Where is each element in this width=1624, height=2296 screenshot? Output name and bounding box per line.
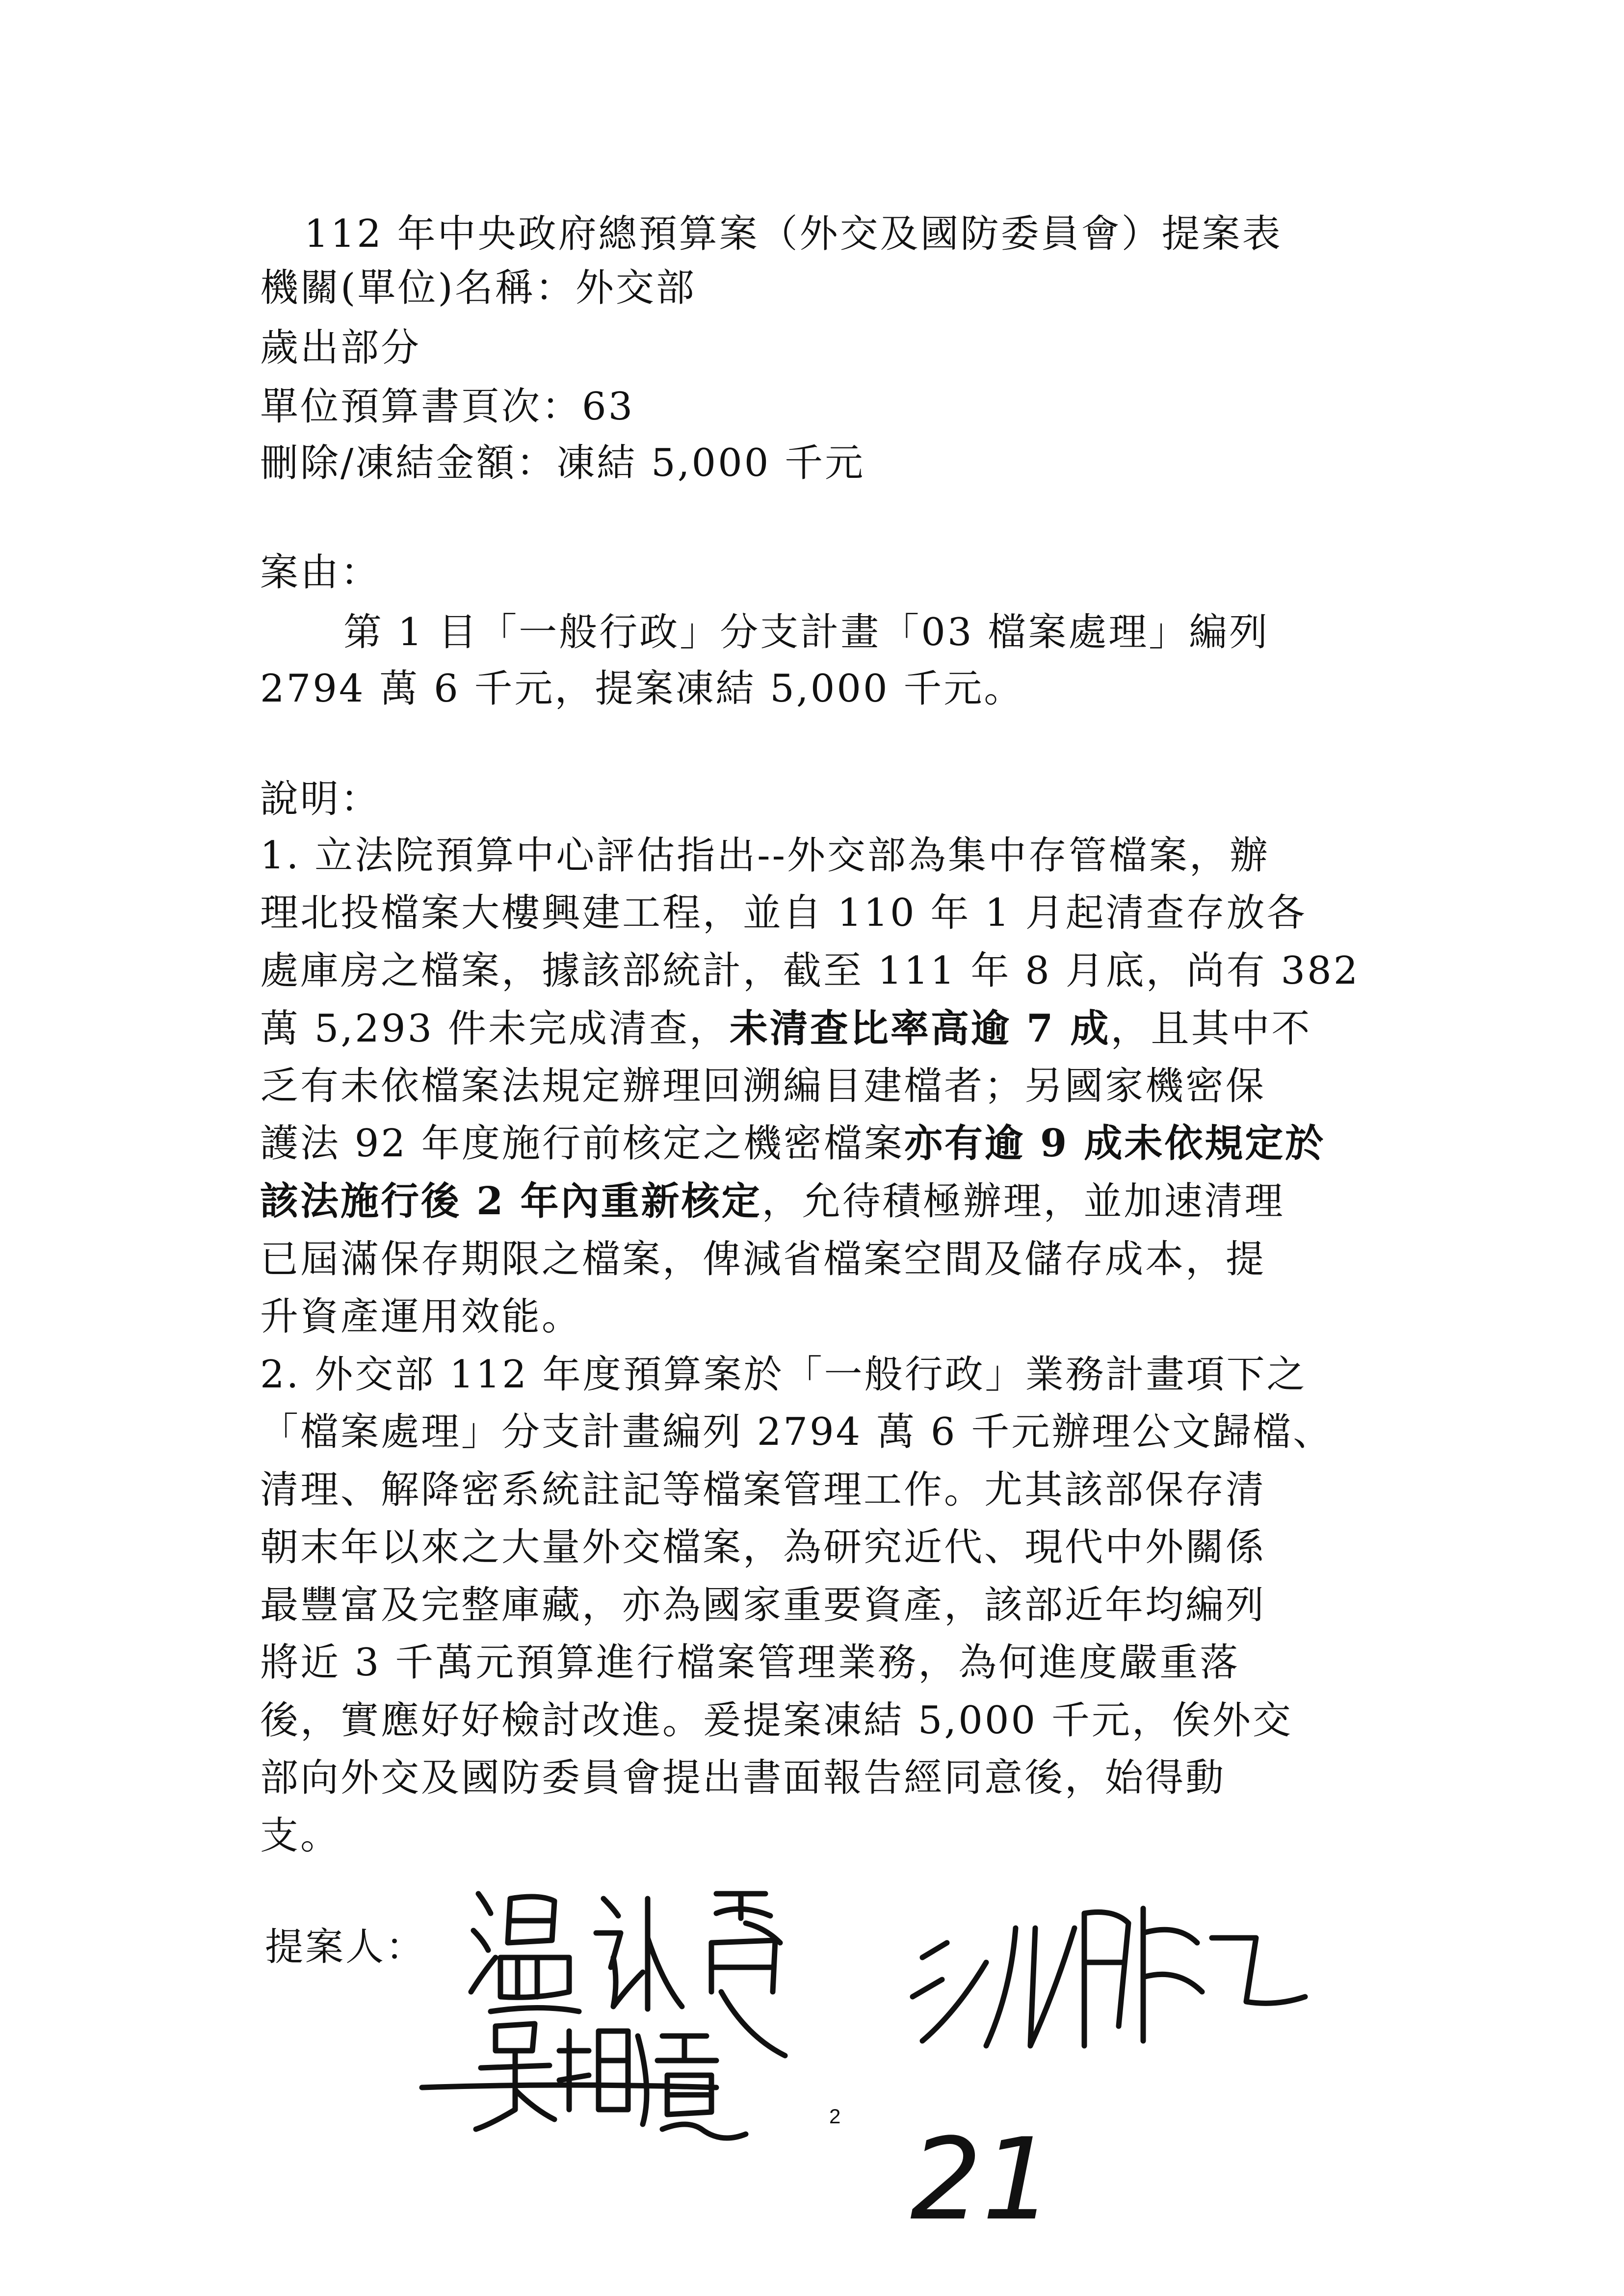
explanation-line: 乏有未依檔案法規定辦理回溯編目建檔者；另國家機密保 — [260, 1064, 1266, 1108]
explanation-line: 部向外交及國防委員會提出書面報告經同意後，始得動 — [260, 1756, 1226, 1800]
explanation-label: 說明： — [260, 777, 381, 821]
explanation-line: 清理、解降密系統註記等檔案管理工作。尤其該部保存清 — [260, 1468, 1266, 1512]
explanation-line: 最豐富及完整庫藏，亦為國家重要資產，該部近年均編列 — [260, 1583, 1266, 1627]
bold-emphasis: 該法施行後 2 年內重新核定 — [260, 1179, 762, 1224]
explanation-line — [260, 1006, 1312, 1051]
explanation-line: 後，實應好好檢討改進。爰提案凍結 5,000 千元，俟外交 — [260, 1698, 1293, 1743]
text-run: ，允待積極辦理，並加速清理 — [761, 1179, 1285, 1224]
explanation-line — [260, 1179, 1285, 1224]
explanation-line: 1. 立法院預算中心評估指出--外交部為集中存管檔案，辦 — [260, 834, 1270, 878]
bold-emphasis: 亦有逾 9 成未依規定於 — [904, 1121, 1326, 1166]
reason-line: 第 1 目「一般行政」分支計畫「03 檔案處理」編列 — [343, 610, 1270, 654]
budget-section: 歲出部分 — [260, 326, 421, 370]
explanation-line — [260, 1121, 1326, 1166]
text-run: ，且其中不 — [1110, 1007, 1312, 1051]
signature-1 — [471, 1894, 785, 2056]
explanation-line: 「檔案處理」分支計畫編列 2794 萬 6 千元辦理公文歸檔、 — [260, 1410, 1334, 1454]
explanation-line: 理北投檔案大樓興建工程，並自 110 年 1 月起清查存放各 — [260, 891, 1307, 935]
explanation-line: 2. 外交部 112 年度預算案於「一般行政」業務計畫項下之 — [260, 1353, 1307, 1397]
explanation-line: 處庫房之檔案，據該部統計，截至 111 年 8 月底，尚有 382 — [260, 949, 1360, 993]
freeze-amount: 刪除/凍結金額：凍結 5,000 千元 — [260, 441, 865, 485]
signature-2 — [422, 2024, 746, 2138]
agency-name: 機關(單位)名稱：外交部 — [260, 266, 696, 310]
explanation-line: 支。 — [260, 1814, 341, 1858]
text-run: 萬 5,293 件未完成清查， — [260, 1007, 730, 1051]
document-title: 112 年中央政府總預算案（外交及國防委員會）提案表 — [304, 212, 1283, 256]
text-run: 護法 92 年度施行前核定之機密檔案 — [260, 1122, 904, 1166]
budget-page: 單位預算書頁次：63 — [260, 385, 635, 429]
explanation-line: 升資產運用效能。 — [260, 1295, 582, 1339]
handwritten-number: 21 — [910, 2114, 1054, 2245]
signature-3 — [913, 1908, 1305, 2046]
explanation-line: 已屆滿保存期限之檔案，俾減省檔案空間及儲存成本，提 — [260, 1237, 1266, 1281]
reason-label: 案由： — [260, 550, 381, 595]
bold-emphasis: 未清查比率高逾 7 成 — [729, 1006, 1111, 1051]
reason-line: 2794 萬 6 千元，提案凍結 5,000 千元。 — [260, 667, 1024, 711]
explanation-line: 朝末年以來之大量外交檔案，為研究近代、現代中外關係 — [260, 1525, 1266, 1569]
proposer-label: 提案人： — [265, 1925, 426, 1969]
page-number: 2 — [829, 2105, 841, 2128]
explanation-line: 將近 3 千萬元預算進行檔案管理業務，為何進度嚴重落 — [260, 1641, 1240, 1685]
